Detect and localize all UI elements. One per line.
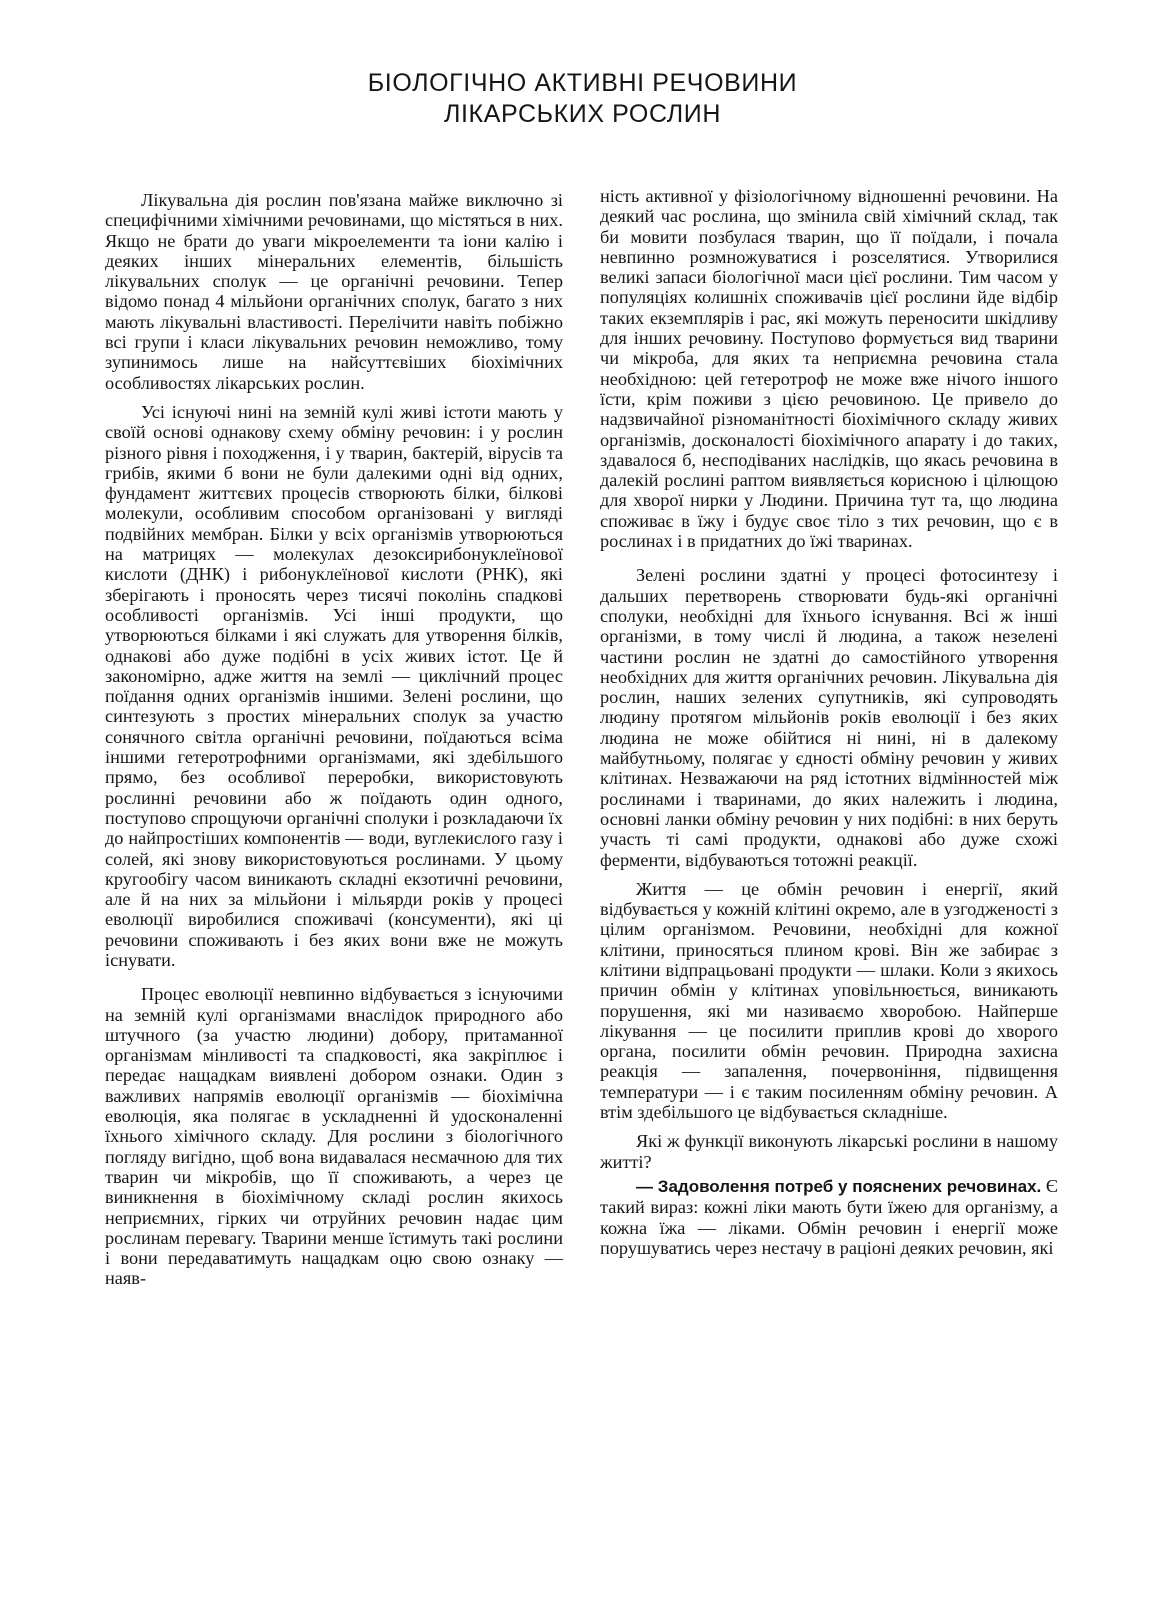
paragraph-with-bold-lead xyxy=(600,1176,1058,1258)
right-column xyxy=(600,186,1058,1267)
paragraph: Зелені рослини здатні у процесі фотосинтезу і дальших перетворень створювати будь-які органічні сполуки, необхідні для їхнього існування. Всі ж інші організми, в тому числі й людина, а також незелені частини рослин не здатні до самостійного утворення необхідних для життя органічних речовин. Лікувальна дія рослин, наших зелених супутників, які супроводять людину протягом мільйонів років еволюції і без яких людина не може обійтися ні нині, ні в далекому майбутньому, полягає у єдності обміну речовин у живих клітинах. Незважаючи на ряд істотних відмінностей між рослинами і тваринами, до яких належить і людина, основні ланки обміну речовин у них подібні: в них беруть участь ті самі продукти, однакові або дуже схожі ферменти, відбуваються тотожні реакції. xyxy=(600,565,1058,870)
paragraph: Лікувальна дія рослин пов'язана майже виключно зі специфічними хімічними речовинами, що містяться в них. Якщо не брати до уваги мікроелементи та іони калію і деяких інших мінеральних елементів, більшість лікувальних сполук — це органічні речовини. Тепер відомо понад 4 мільйони органічних сполук, багато з них мають лікувальні властивості. Перелічити навіть побіжно всі групи і класи лікувальних речовин неможливо, тому зупинимось лише на найсуттєвіших біохімічних особливостях лікарських рослин. xyxy=(105,190,563,393)
page-title xyxy=(0,68,1165,130)
title-line-2: ЛІКАРСЬКИХ РОСЛИН xyxy=(443,100,722,128)
title-line-1: БІОЛОГІЧНО АКТИВНІ РЕЧОВИНИ xyxy=(367,69,798,97)
left-column xyxy=(105,190,563,1298)
paragraph-text: Є такий вираз: кожні ліки мають бути їжею для організму, а кожна їжа — ліками. Обмін речовин і енергії може порушуватись через нестачу в раціоні деяких речовин, які xyxy=(600,1175,1059,1258)
paragraph: Усі існуючі нині на земній кулі живі істоти мають у своїй основі однакову схему обміну речовин: і у рослин різного рівня і походження, і у тварин, бактерій, вірусів та грибів, якими б вони не були далекими одні від одних, фундамент життєвих процесів створюють білки, білкові молекули, особливим способом організовані у вигляді подвійних мембран. Білки у всіх організмів утворюються на матрицях — молекулах дезоксирибонуклеїнової кислоти (ДНК) і рибонуклеїнової кислоти (РНК), які зберігають і проносять через тисячі поколінь спадкові особливості організмів. Усі інші продукти, що утворюються білками і які служать для утворення білків, однакові або дуже подібні в усіх живих істот. Це й закономірно, адже життя на землі — циклічний процес поїдання одних організмів іншими. Зелені рослини, що синтезують з простих мінеральних сполук за участю сонячного світла органічні речовини, поїдаються всіма іншими гетеротрофними організмами, які здебільшого прямо, без особливої переробки, використовують рослинні речовини або ж поїдають один одного, поступово спрощуючи органічні сполуки і розкладаючи їх до найпростіших компонентів — води, вуглекислого газу і солей, які знову використовуються рослинами. У цьому кругообігу часом виникають складні екзотичні речовини, але й на них за мільйони і мільярди років у процесі еволюції виробилися споживачі (консументи), які ці речовини споживають і без яких вони вже не можуть існувати. xyxy=(105,401,563,970)
bold-lead-text: — Задоволення потреб у пояснених речовинах. xyxy=(636,1176,1042,1196)
paragraph: Процес еволюції невпинно відбувається з існуючими на земній кулі організмами внаслідок природного або штучного (за участю людини) добору, притаманної організмам мінливості та спадковості, яка закріплює і передає нащадкам виявлені добором ознаки. Один з важливих напрямів еволюції організмів — біохімічна еволюція, яка полягає в ускладненні й удосконаленні їхнього хімічного складу. Для рослини з біологічного погляду вигідно, щоб вона видавалася несмачною для тих тварин чи мікробів, що її споживають, а через це виникнення в біохімічному складі рослин якихось неприємних, гірких чи отруйних речовин надає цим рослинам перевагу. Тварини менше їстимуть такі рослини і вони передаватимуть нащадкам оцю свою ознаку — наяв- xyxy=(105,984,563,1289)
paragraph-continued: ність активної у фізіологічному відношенні речовини. На деякий час рослина, що змінила свій хімічний склад, так би мовити позбулася тварин, що її поїдали, і почала невпинно розмножуватися і розселятися. Утворилися великі запаси біологічної маси цієї рослини. Тим часом у популяціях колишніх споживачів цієї рослини йде відбір таких екземплярів і рас, які можуть переносити шкідливу для інших речовину. Поступово формується вид тварини чи мікроба, для яких та неприємна речовина стала необхідною: цей гетеротроф не може вже нічого іншого їсти, крім поживи з цією речовиною. Це привело до надзвичайної різноманітності біохімічного складу живих організмів, досконалості біохімічного апарату і до таких, здавалося б, несподіваних наслідків, що якась речовина в далекій рослині раптом виявляється корисною і цілющою для хворої нирки у Людини. Причина тут та, що людина споживає в їжу і будує своє тіло з тих речовин, що є в рослинах і в придатних до їжі тваринах. xyxy=(600,186,1058,552)
paragraph: Життя — це обмін речовин і енергії, який відбувається у кожній клітині окремо, але в узгодженості з цілим організмом. Речовини, необхідні для кожної клітини, приносяться плином крові. Він же забирає з клітини відпрацьовані продукти — шлаки. Коли з якихось причин обмін у клітинах уповільнюється, виникають порушення, які ми називаємо хворобою. Найперше лікування — це посилити приплив крові до хворого органа, посилити обмін речовин. Природна захисна реакція — запалення, почервоніння, підвищення температури — і є таким посиленням обміну речовин. А втім здебільшого це відбувається складніше. xyxy=(600,878,1058,1123)
paragraph: Які ж функції виконують лікарські рослини в нашому житті? xyxy=(600,1131,1058,1172)
